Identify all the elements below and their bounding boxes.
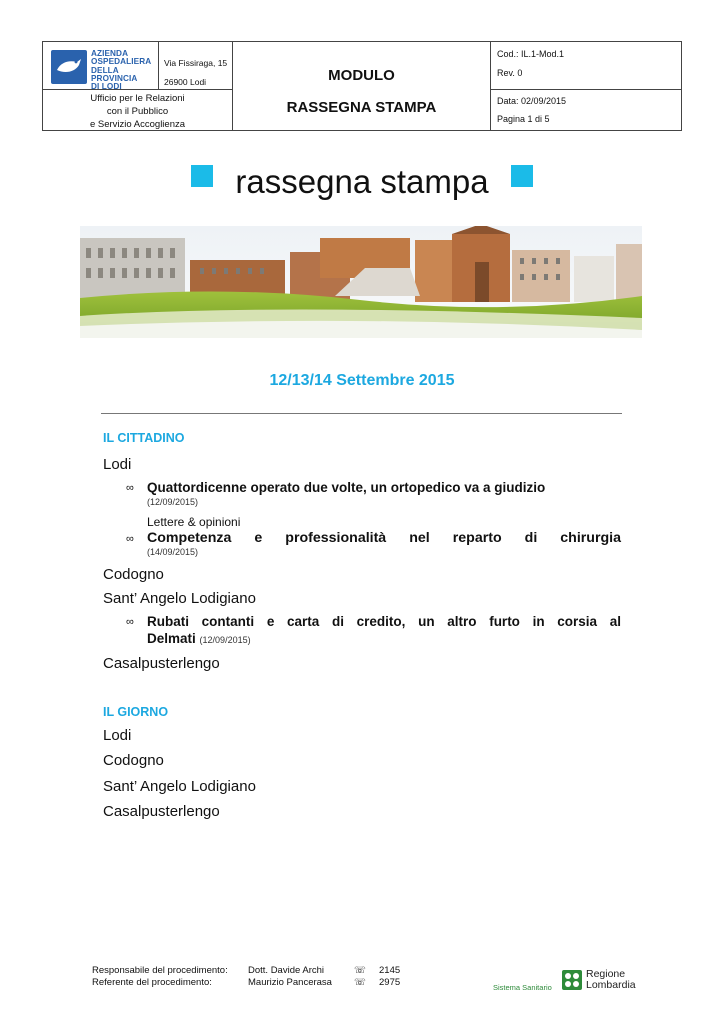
header-title bbox=[233, 42, 491, 130]
footer-ext-2: 2975 bbox=[379, 977, 401, 988]
bullet-icon: ∞ bbox=[126, 533, 134, 545]
header-date bbox=[491, 90, 681, 130]
hospital-logo-icon bbox=[51, 50, 87, 84]
letters-label: Lettere & opinioni bbox=[147, 515, 241, 529]
footer-label-referente: Referente del procedimento: bbox=[92, 977, 212, 988]
doc-date: Data: 02/09/2015 bbox=[497, 96, 567, 106]
date-range: 12/13/14 Settembre 2015 bbox=[269, 372, 455, 389]
header-address bbox=[159, 42, 233, 90]
article-title[interactable]: Competenza e professionalità nel reparto di chirurgia bbox=[147, 530, 621, 546]
sistema-sanitario-text: Sistema Sanitario bbox=[493, 983, 552, 992]
article-date: (14/09/2015) bbox=[147, 547, 199, 557]
location-santangelo: Sant’ Angelo Lodigiano bbox=[103, 590, 256, 607]
hospital-logo-text: AZIENDA OSPEDALIERA DELLA PROVINCIA DI LODI bbox=[91, 49, 152, 92]
section-title-giorno: IL GIORNO bbox=[103, 705, 169, 719]
doc-rev: Rev. 0 bbox=[497, 68, 523, 78]
header-logo-cell bbox=[43, 42, 159, 90]
address-city: 26900 Lodi bbox=[164, 77, 207, 87]
divider bbox=[101, 413, 622, 414]
address-street: Via Fissiraga, 15 bbox=[164, 58, 228, 68]
article-title-continued[interactable]: Delmati (12/09/2015) bbox=[147, 631, 251, 646]
location-codogno: Codogno bbox=[103, 752, 164, 769]
section-title-cittadino: IL CITTADINO bbox=[103, 431, 185, 445]
location-casalpusterlengo: Casalpusterlengo bbox=[103, 803, 220, 820]
footer-name-referente: Maurizio Pancerasa bbox=[248, 977, 332, 988]
document-header-table bbox=[42, 41, 682, 131]
location-lodi: Lodi bbox=[103, 456, 132, 473]
square-bullet-icon bbox=[511, 165, 533, 187]
lombardia-rose-icon bbox=[562, 970, 582, 990]
location-casalpusterlengo: Casalpusterlengo bbox=[103, 655, 220, 672]
header-code bbox=[491, 42, 681, 90]
phone-icon: ☏ bbox=[354, 977, 366, 988]
header-title-rassegna: RASSEGNA STAMPA bbox=[286, 99, 437, 116]
regione-lombardia-text: Regione Lombardia bbox=[586, 968, 636, 991]
main-title-text: rassegna stampa bbox=[235, 163, 489, 200]
square-bullet-icon bbox=[191, 165, 213, 187]
footer-label-responsabile: Responsabile del procedimento: bbox=[92, 965, 228, 976]
footer-name-responsabile: Dott. Davide Archi bbox=[248, 965, 325, 976]
header-office: Ufficio per le Relazioni con il Pubblico e Servizio Accoglienza bbox=[43, 90, 233, 130]
article-title[interactable]: Rubati contanti e carta di credito, un altro furto in corsia al bbox=[147, 614, 621, 629]
phone-icon: ☏ bbox=[354, 965, 366, 976]
bullet-icon: ∞ bbox=[126, 616, 134, 628]
location-santangelo: Sant’ Angelo Lodigiano bbox=[103, 778, 256, 795]
main-title bbox=[0, 163, 724, 201]
doc-page: Pagina 1 di 5 bbox=[497, 114, 550, 124]
location-lodi: Lodi bbox=[103, 727, 132, 744]
location-codogno: Codogno bbox=[103, 566, 164, 583]
article-date: (12/09/2015) bbox=[199, 635, 251, 645]
article-date: (12/09/2015) bbox=[147, 497, 199, 507]
footer-ext-1: 2145 bbox=[379, 965, 401, 976]
doc-code: Cod.: IL.1-Mod.1 bbox=[497, 49, 565, 59]
hospital-buildings-banner bbox=[80, 226, 642, 338]
regione-lombardia-logo bbox=[485, 962, 650, 998]
bullet-icon: ∞ bbox=[126, 482, 134, 494]
article-title[interactable]: Quattordicenne operato due volte, un ortopedico va a giudizio bbox=[147, 480, 546, 495]
header-title-modulo: MODULO bbox=[328, 67, 395, 84]
